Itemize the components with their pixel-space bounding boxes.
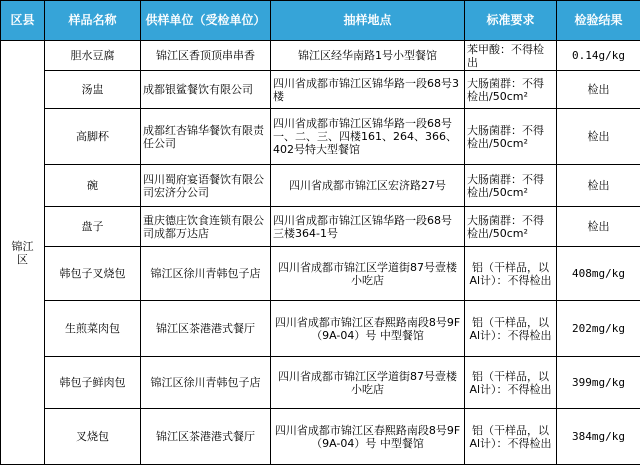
location-cell: 四川省成都市锦江区学道街87号壹楼小吃店	[271, 357, 465, 409]
location-cell: 四川省成都市锦江区学道街87号壹楼小吃店	[271, 247, 465, 301]
result-cell: 检出	[557, 71, 640, 109]
supplier-cell: 锦江区香顶顶串串香	[141, 41, 271, 71]
sample-name-cell: 汤盅	[45, 71, 141, 109]
location-cell: 四川省成都市锦江区锦华路一段68号三楼364-1号	[271, 207, 465, 247]
supplier-cell: 锦江区茶港港式餐厅	[141, 409, 271, 465]
supplier-cell: 成都银鲨餐饮有限公司	[141, 71, 271, 109]
standard-cell: 铝（干样品，以Al计）：不得检出	[465, 301, 557, 357]
table-row	[1, 165, 640, 207]
header-row	[1, 1, 640, 41]
supplier-cell: 四川蜀府宴语餐饮有限公司宏济分公司	[141, 165, 271, 207]
supplier-cell: 锦江区徐川青韩包子店	[141, 247, 271, 301]
header-location: 抽样地点	[271, 1, 465, 41]
standard-cell: 铝（干样品，以Al计）：不得检出	[465, 357, 557, 409]
location-cell: 四川省成都市锦江区锦华路一段68号3楼	[271, 71, 465, 109]
header-sample-name: 样品名称	[45, 1, 141, 41]
header-result: 检验结果	[557, 1, 640, 41]
table-row	[1, 109, 640, 165]
table-row	[1, 409, 640, 465]
result-cell: 检出	[557, 165, 640, 207]
table-row	[1, 247, 640, 301]
result-cell: 0.14g/kg	[557, 41, 640, 71]
result-cell: 检出	[557, 207, 640, 247]
result-cell: 399mg/kg	[557, 357, 640, 409]
supplier-cell: 重庆德庄饮食连锁有限公司成都万达店	[141, 207, 271, 247]
header-district: 区县	[1, 1, 45, 41]
table-row	[1, 301, 640, 357]
standard-cell: 铝（干样品，以Al计）：不得检出	[465, 247, 557, 301]
location-cell: 四川省成都市锦江区宏济路27号	[271, 165, 465, 207]
sample-name-cell: 碗	[45, 165, 141, 207]
supplier-cell: 锦江区徐川青韩包子店	[141, 357, 271, 409]
table-row	[1, 41, 640, 71]
sample-name-cell: 高脚杯	[45, 109, 141, 165]
sample-name-cell: 韩包子鲜肉包	[45, 357, 141, 409]
supplier-cell: 成都红杏锦华餐饮有限责任公司	[141, 109, 271, 165]
result-cell: 384mg/kg	[557, 409, 640, 465]
sample-name-cell: 胆水豆腐	[45, 41, 141, 71]
location-cell: 四川省成都市锦江区锦华路一段68号一、二、三、四楼161、264、366、402号特大型餐馆	[271, 109, 465, 165]
location-cell: 四川省成都市锦江区春熙路南段8号9F（9A-04）号 中型餐馆	[271, 409, 465, 465]
standard-cell: 苯甲酸：不得检出	[465, 41, 557, 71]
header-standard: 标准要求	[465, 1, 557, 41]
sample-name-cell: 生煎菜肉包	[45, 301, 141, 357]
standard-cell: 大肠菌群：不得检出/50cm²	[465, 165, 557, 207]
table-row	[1, 357, 640, 409]
location-cell: 锦江区经华南路1号小型餐馆	[271, 41, 465, 71]
table-row	[1, 71, 640, 109]
result-cell: 检出	[557, 109, 640, 165]
header-supplier: 供样单位（受检单位）	[141, 1, 271, 41]
result-cell: 408mg/kg	[557, 247, 640, 301]
district-cell	[1, 41, 45, 465]
supplier-cell: 锦江区茶港港式餐厅	[141, 301, 271, 357]
sample-name-cell: 韩包子叉烧包	[45, 247, 141, 301]
location-cell: 四川省成都市锦江区春熙路南段8号9F（9A-04）号 中型餐馆	[271, 301, 465, 357]
standard-cell: 大肠菌群：不得检出/50cm²	[465, 109, 557, 165]
district-label: 锦江区	[11, 239, 34, 266]
sample-name-cell: 叉烧包	[45, 409, 141, 465]
result-cell: 202mg/kg	[557, 301, 640, 357]
sample-name-cell: 盘子	[45, 207, 141, 247]
table-row	[1, 207, 640, 247]
standard-cell: 大肠菌群：不得检出/50cm²	[465, 71, 557, 109]
standard-cell: 大肠菌群：不得检出/50cm²	[465, 207, 557, 247]
standard-cell: 铝（干样品，以Al计）：不得检出	[465, 409, 557, 465]
